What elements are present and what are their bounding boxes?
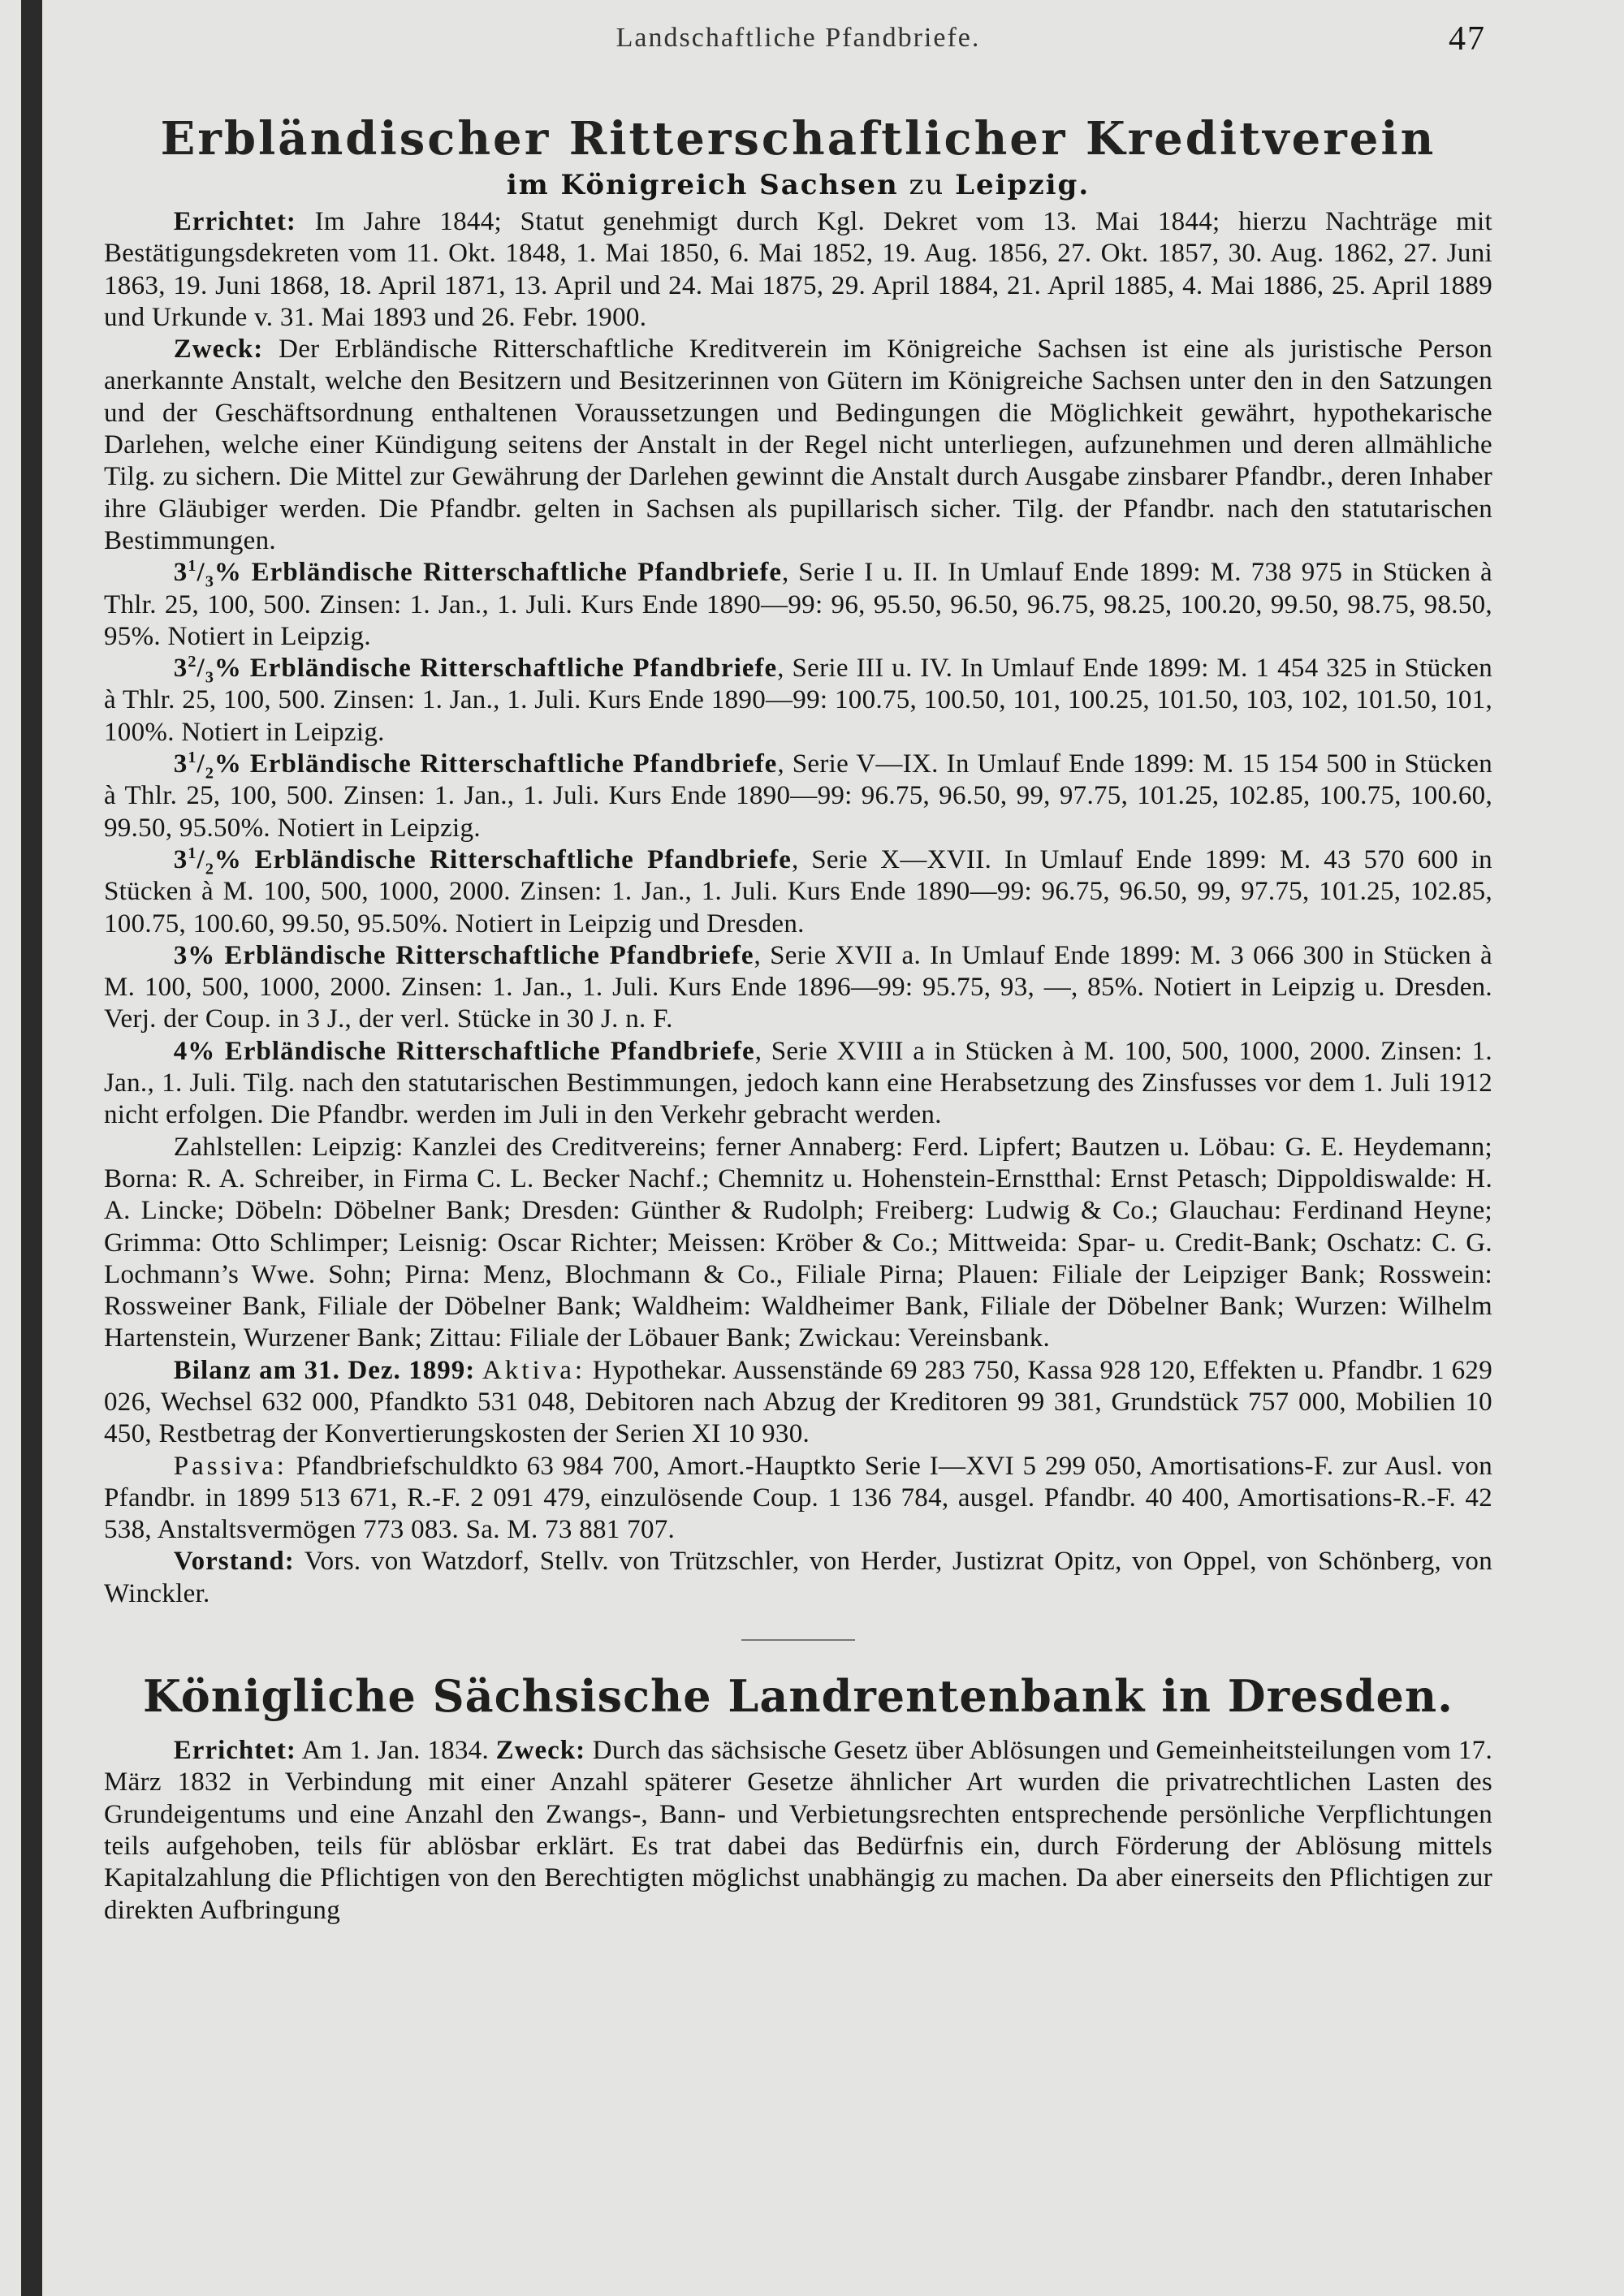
landrentenbank-paragraph xyxy=(104,1735,1492,1927)
issue-paragraph-5 xyxy=(104,940,1492,1036)
issue-paragraph-6 xyxy=(104,1036,1492,1132)
zweck-text-2: Durch das sächsische Gesetz über Ablösungen und Gemeinheitsteilungen vom 17. März 1832 in Verbindung mit einer Anzahl späterer Gesetze ähnlicher Art wurden die privatrechtlichen Lasten des Grundeigentums und eine Anzahl den Zwangs-, Bann- und Verbietungsrechten entsprechende persönliche Verpflichtungen teils aufgehoben, teils für ablösbar erklärt. Es trat dabei das Bedürfnis ein, durch Förderung der Ablösung mittels Kapitalzahlung die Pflichtigen von den Berechtigten möglichst unabhängig zu machen. Da aber einerseits den Pflichtigen zur direkten Aufbringung xyxy=(104,1736,1492,1925)
subtitle-part-1: im Königreich Sachsen xyxy=(506,169,899,201)
issue-text: , Serie V—IX. In Umlauf Ende 1899: M. 15 154 500 in Stücken à Thlr. 25, 100, 500. Zinsen: 1. Jan., 1. Juli. Kurs Ende 1890—99: 96.75, 96.50, 99, 97.75, 101.25, 102.85, 100.75, 100.60, 99.50, 95.50%. Notiert in Leipzig. xyxy=(104,749,1492,843)
vorstand-text: Vors. von Watzdorf, Stellv. von Trützschler, von Herder, Justizrat Opitz, von Oppel, von Schönberg, von Winckler. xyxy=(104,1547,1492,1608)
zahlstellen-paragraph: Zahlstellen: Leipzig: Kanzlei des Creditvereins; ferner Annaberg: Ferd. Lipfert; Bautzen u. Löbau: G. E. Heydemann; Borna: R. A. Schreiber, in Firma C. L. Becker Nachf.; Chemnitz u. Hohenstein-Ernstthal: Ernst Petasch; Dippoldiswalde: H. A. Lincke; Döbeln: Döbelner Bank; Dresden: Günther & Rudolph; Freiberg: Ludwig & Co.; Glauchau: Ferdinand Heyne; Grimma: Otto Schlimper; Leisnig: Oscar Richter; Meissen: Kröber & Co.; Mittweida: Spar- u. Credit-Bank; Oschatz: C. G. Lochmann’s Wwe. Sohn; Pirna: Menz, Blochmann & Co., Filiale Pirna; Plauen: Filiale der Leipziger Bank; Rosswein: Rossweiner Bank, Filiale der Döbelner Bank; Waldheim: Waldheimer Bank, Filiale der Döbelner Bank; Wurzen: Wilhelm Hartenstein, Wurzener Bank; Zittau: Filiale der Löbauer Bank; Zwickau: Vereinsbank. xyxy=(104,1132,1492,1353)
section-subtitle xyxy=(104,169,1492,201)
page xyxy=(104,19,1492,1927)
issue-text: , Serie III u. IV. In Umlauf Ende 1899: M. 1 454 325 in Stücken à Thlr. 25, 100, 500. Zinsen: 1. Jan., 1. Juli. Kurs Ende 1890—99: 100.75, 100.50, 101, 100.25, 101.50, 103, 102, 101.50, 101, 100%. Notiert in Leipzig. xyxy=(104,654,1492,747)
issue-label: Erbländische Ritterschaftliche Pfandbriefe xyxy=(224,1036,755,1066)
errichtet-text: Im Jahre 1844; Statut genehmigt durch Kgl. Dekret vom 13. Mai 1844; hierzu Nachträge mit Bestätigungsdekreten vom 11. Okt. 1848, 1. Mai 1850, 6. Mai 1852, 19. Aug. 1856, 27. Okt. 1857, 30. Aug. 1862, 27. Juni 1863, 19. Juni 1868, 18. April 1871, 13. April und 24. Mai 1875, 29. April 1884, 21. April 1885, 4. Mai 1886, 25. April 1889 und Urkunde v. 31. Mai 1893 und 26. Febr. 1900. xyxy=(104,207,1492,332)
issue-rate: $3^1/_2\%$ xyxy=(173,844,242,878)
passiva-text: Pfandbriefschuldkto 63 984 700, Amort.-Hauptkto Serie I—XVI 5 299 050, Amortisations-F. zur Ausl. von Pfandbr. in 1899 513 671, R.-F. 2 091 479, einzulösende Coup. 1 136 784, ausgel. Pfandbr. 40 400, Amortisations-R.-F. 42 538, Anstaltsvermögen 773 083. Sa. M. 73 881 707. xyxy=(104,1451,1492,1545)
issue-label: Erbländische Ritterschaftliche Pfandbriefe xyxy=(249,654,778,684)
vorstand-paragraph xyxy=(104,1546,1492,1610)
errichtet-label-2: Errichtet: xyxy=(173,1736,296,1766)
page-number: 47 xyxy=(1449,20,1486,58)
issue-rate: 3% xyxy=(173,940,216,970)
aktiva-label: Aktiva: xyxy=(482,1355,586,1385)
issue-label: Erbländische Ritterschaftliche Pfandbriefe xyxy=(254,844,792,874)
scan-binding-edge xyxy=(21,0,42,2296)
section-title-kreditverein: Erbländischer Ritterschaftlicher Kreditverein xyxy=(160,112,1436,166)
errichtet-paragraph xyxy=(104,206,1492,334)
zweck-label-2: Zweck: xyxy=(495,1736,586,1766)
issue-label: Erbländische Ritterschaftliche Pfandbriefe xyxy=(251,558,782,588)
aktiva-text: Hypothekar. Aussenstände 69 283 750, Kassa 928 120, Effekten u. Pfandbr. 1 629 026, Wechsel 632 000, Pfandkto 531 048, Debitoren nach Abzug der Kreditoren 99 381, Grundstück 757 000, Mobilien 10 450, Restbetrag der Konvertierungskosten der Serien XI 10 930. xyxy=(104,1355,1492,1449)
issue-text: , Serie I u. II. In Umlauf Ende 1899: M. 738 975 in Stücken à Thlr. 25, 100, 500. Zinsen: 1. Jan., 1. Juli. Kurs Ende 1890—99: 96, 95.50, 96.50, 96.75, 98.25, 100.20, 99.50, 98.75, 98.50, 95%. Notiert in Leipzig. xyxy=(104,558,1492,651)
issue-rate: $3^2/_3\%$ xyxy=(173,653,242,687)
bilanz-paragraph xyxy=(104,1355,1492,1451)
errichtet-label: Errichtet: xyxy=(173,207,296,236)
issue-paragraph-4 xyxy=(104,844,1492,940)
zweck-paragraph xyxy=(104,334,1492,557)
errichtet-text-2: Am 1. Jan. 1834. xyxy=(296,1736,496,1766)
bilanz-label: Bilanz am 31. Dez. 1899: xyxy=(173,1355,476,1385)
section-title-landrentenbank: Königliche Sächsische Landrentenbank in Dresden. xyxy=(143,1670,1453,1723)
passiva-paragraph xyxy=(104,1451,1492,1547)
issue-paragraph-2 xyxy=(104,653,1492,749)
issue-rate: $3^1/_3\%$ xyxy=(173,557,242,591)
issue-label: Erbländische Ritterschaftliche Pfandbriefe xyxy=(224,940,754,970)
issue-paragraph-3 xyxy=(104,749,1492,844)
issue-rate: $3^1/_2\%$ xyxy=(173,749,242,783)
running-head-title: Landschaftliche Pfandbriefe. xyxy=(615,23,981,53)
issue-rate: 4% xyxy=(173,1036,216,1066)
vorstand-label: Vorstand: xyxy=(173,1547,295,1577)
issue-text: , Serie X—XVII. In Umlauf Ende 1899: M. 43 570 600 in Stücken à M. 100, 500, 1000, 2000. Zinsen: 1. Jan., 1. Juli. Kurs Ende 1890—99: 96.75, 96.50, 99, 97.75, 101.25, 102.85, 100.75, 100.60, 99.50, 95.50%. Notiert in Leipzig und Dresden. xyxy=(104,844,1492,939)
subtitle-part-3: Leipzig. xyxy=(955,169,1091,201)
issue-text: , Serie XVII a. In Umlauf Ende 1899: M. 3 066 300 in Stücken à M. 100, 500, 1000, 2000. Zinsen: 1. Jan., 1. Juli. Kurs Ende 1896—99: 95.75, 93, —, 85%. Notiert in Leipzig u. Dresden. Verj. der Coup. in 3 J., der verl. Stücke in 30 J. n. F. xyxy=(104,940,1492,1034)
passiva-label: Passiva: xyxy=(173,1451,287,1481)
section-divider xyxy=(741,1639,855,1641)
running-head xyxy=(104,19,1492,65)
issue-paragraph-1 xyxy=(104,557,1492,653)
issue-text: , Serie XVIII a in Stücken à M. 100, 500, 1000, 2000. Zinsen: 1. Jan., 1. Juli. Tilg. nach den statutarischen Bestimmungen, jedoch kann eine Herabsetzung des Zinsfusses vor dem 1. Juli 1912 nicht erfolgen. Die Pfandbr. werden im Juli in den Verkehr gebracht werden. xyxy=(104,1036,1492,1130)
zweck-label: Zweck: xyxy=(173,334,264,365)
subtitle-part-2: zu xyxy=(898,169,956,201)
zweck-text: Der Erbländische Ritterschaftliche Kreditverein im Königreiche Sachsen ist eine als juristische Person anerkannte Anstalt, welche den Besitzern und Besitzerinnen von Gütern im Königreiche Sachsen unter den in den Satzungen und der Geschäftsordnung enthaltenen Voraussetzungen und Bedingungen die Möglichkeit gewährt, hypothekarische Darlehen, welche einer Kündigung seitens der Anstalt in der Regel nicht unterliegen, aufzunehmen und deren allmähliche Tilg. zu sichern. Die Mittel zur Gewährung der Darlehen gewinnt die Anstalt durch Ausgabe zinsbarer Pfandbr., deren Inhaber ihre Gläubiger werden. Die Pfandbr. gelten in Sachsen als pupillarisch sicher. Tilg. der Pfandbr. nach den statutarischen Bestimmungen. xyxy=(104,334,1492,555)
issue-label: Erbländische Ritterschaftliche Pfandbriefe xyxy=(249,749,778,779)
